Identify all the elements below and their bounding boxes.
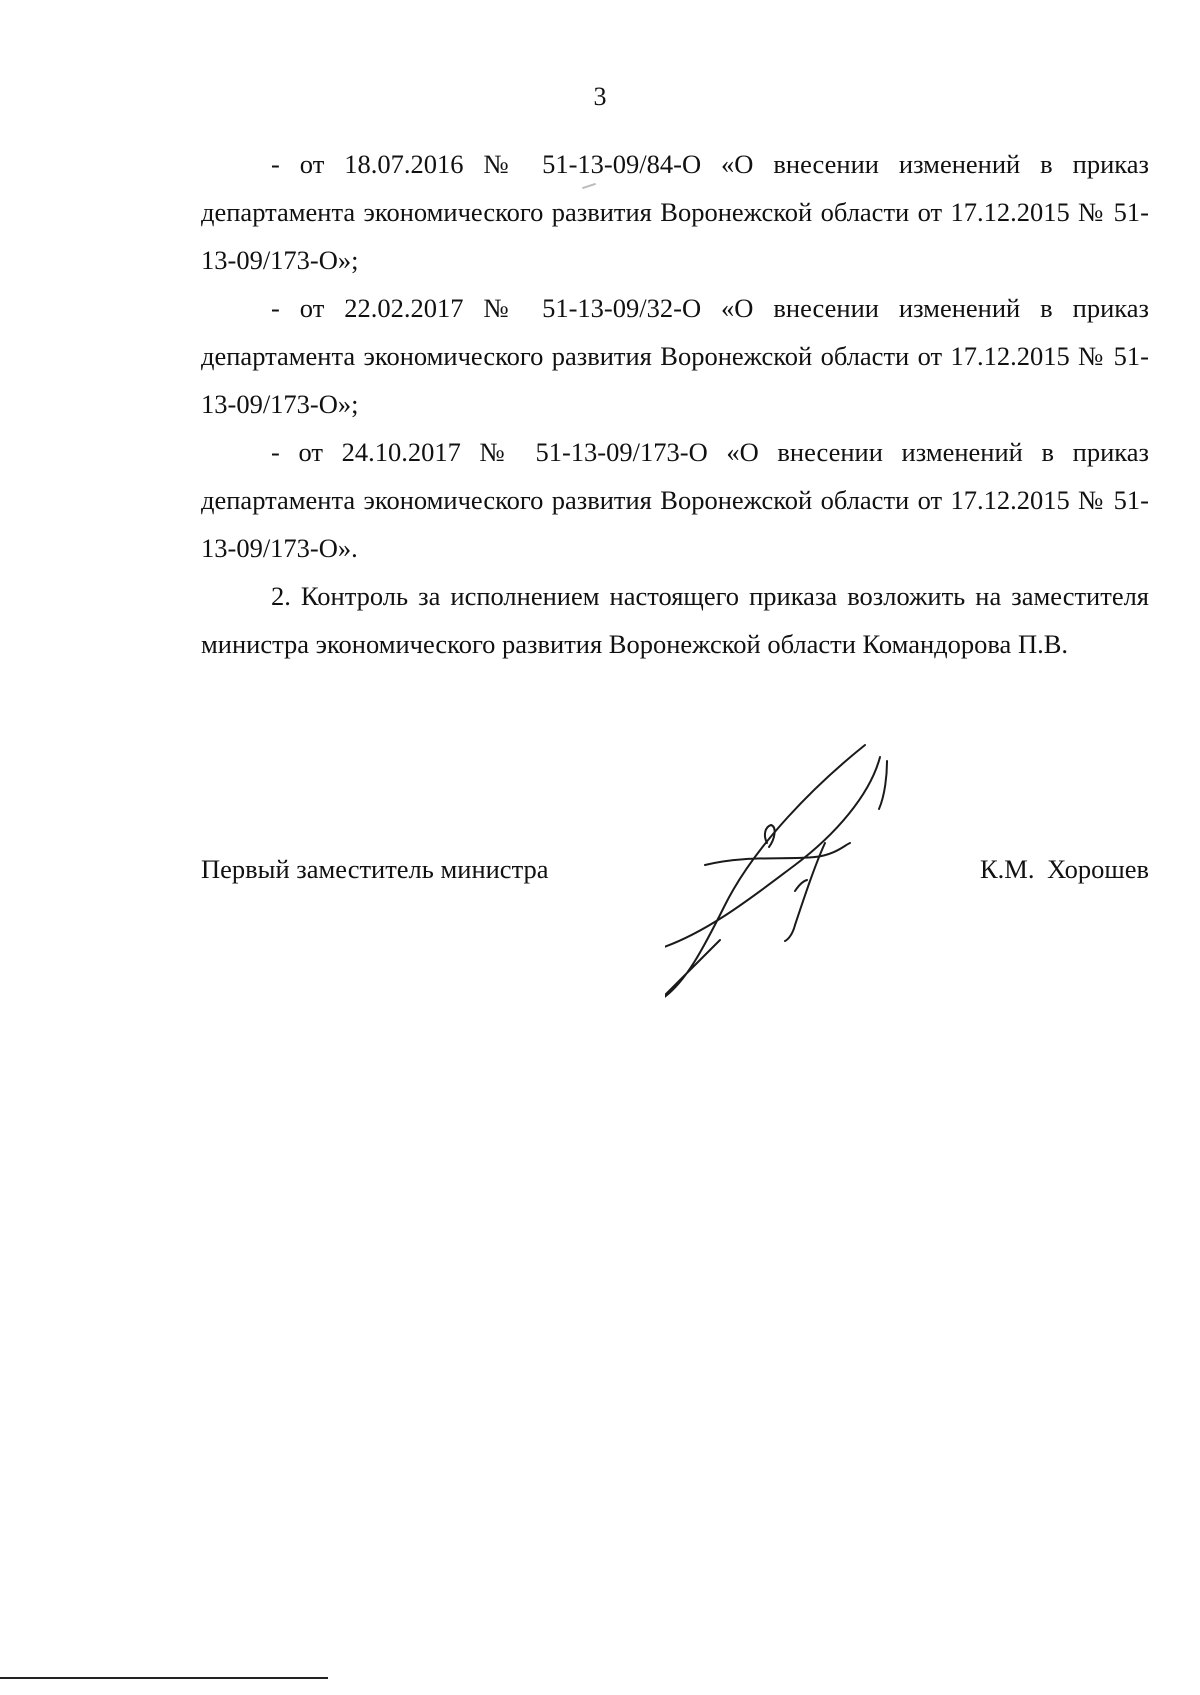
signatory-position: Первый заместитель министра: [201, 854, 549, 884]
handwritten-signature-icon: [665, 735, 945, 1015]
document-body: [201, 140, 1149, 668]
signatory-name: К.М. Хорошев: [979, 854, 1149, 884]
footer-rule: [0, 1677, 328, 1679]
control-clause: 2. Контроль за исполнением настоящего приказа возложить на заместителя министра экономического развития Воронежской области Командорова П.В.: [201, 581, 1149, 659]
page-number: 3: [593, 82, 607, 111]
amendment-item-1: - от 18.07.2016 № 51-13-09/84-О «О внесении изменений в приказ департамента экономического развития Воронежской области от 17.12.2015 № 51-13-09/173-О»;: [201, 149, 1149, 275]
amendment-item-3: - от 24.10.2017 № 51-13-09/173-О «О внесении изменений в приказ департамента экономического развития Воронежской области от 17.12.2015 № 51-13-09/173-О».: [201, 437, 1149, 563]
amendment-item-2: - от 22.02.2017 № 51-13-09/32-О «О внесении изменений в приказ департамента экономического развития Воронежской области от 17.12.2015 № 51-13-09/173-О»;: [201, 293, 1149, 419]
